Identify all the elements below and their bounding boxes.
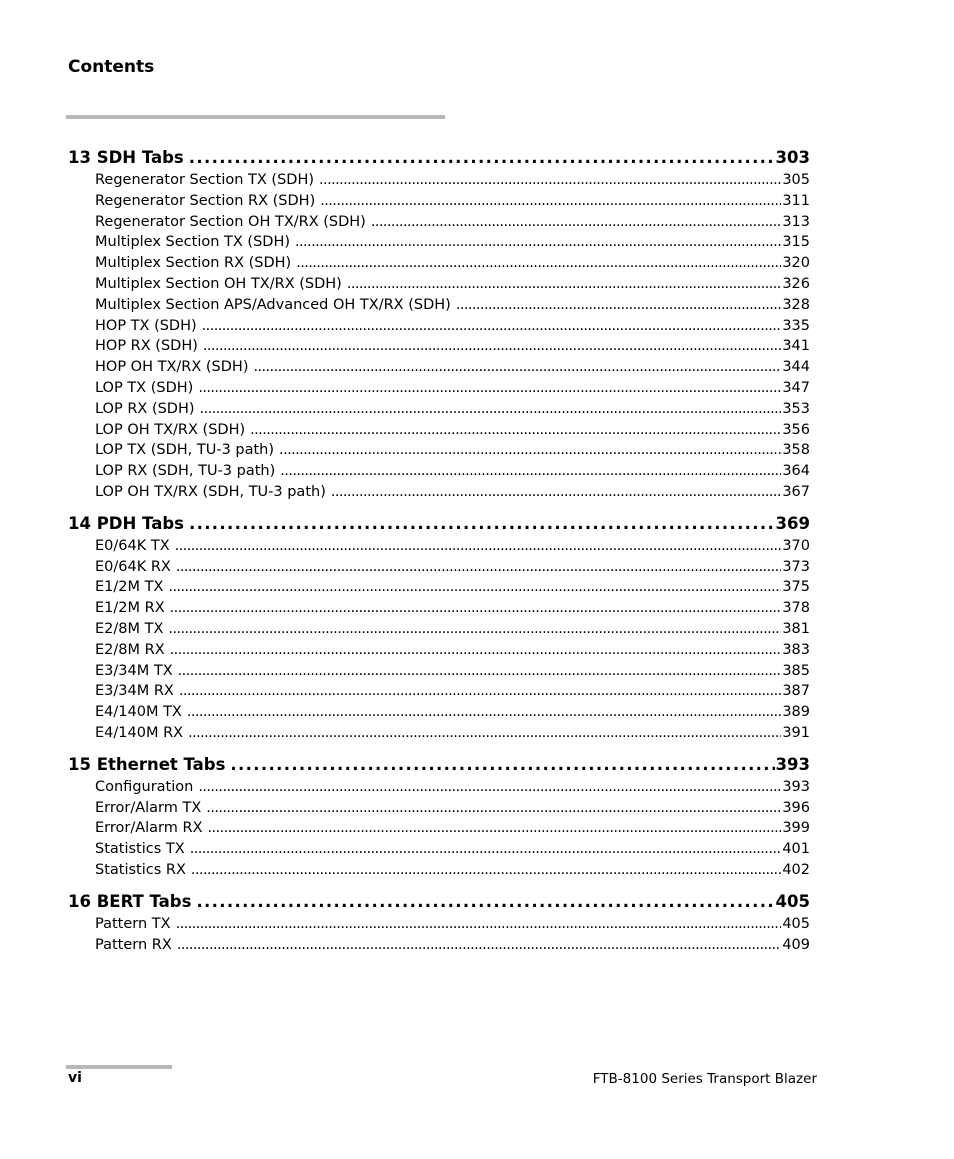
header-divider <box>66 115 445 119</box>
dot-leader <box>331 482 781 503</box>
toc-section-entry-page-number: 401 <box>782 841 810 858</box>
dot-leader <box>347 274 781 295</box>
toc-section-entry[interactable] <box>68 914 810 935</box>
toc-section-entry-label: E1/2M TX <box>95 579 164 596</box>
toc-section-entry-page-number: 393 <box>782 778 810 795</box>
toc-section-entry-page-number: 381 <box>782 620 810 637</box>
toc-section-entry-label: LOP RX (SDH) <box>95 400 195 417</box>
toc-section-entry-label: Pattern TX <box>95 915 171 932</box>
toc-section-entry-page-number: 313 <box>782 213 810 230</box>
dot-leader <box>188 723 781 744</box>
dot-leader <box>179 681 781 702</box>
toc-section-entry-page-number: 353 <box>782 400 810 417</box>
toc-section-entry[interactable] <box>68 170 810 191</box>
toc-section-entry[interactable] <box>68 681 810 702</box>
footer-document-title: FTB-8100 Series Transport Blazer <box>592 1071 817 1087</box>
chapter-title: BERT Tabs <box>96 891 192 911</box>
toc-section-entry-page-number: 344 <box>782 359 810 376</box>
toc-section-entry-page-number: 391 <box>782 724 810 741</box>
toc-section-entry-page-number: 373 <box>782 558 810 575</box>
toc-section-entry-label: E3/34M TX <box>95 662 173 679</box>
toc-section-entry[interactable] <box>68 378 810 399</box>
toc-section-entry-page-number: 341 <box>782 338 810 355</box>
toc-section-entry-page-number: 383 <box>782 641 810 658</box>
dot-leader <box>456 295 782 316</box>
toc-section-entry-label: Multiplex Section APS/Advanced OH TX/RX (SDH) <box>95 296 451 313</box>
toc-chapter <box>68 890 810 956</box>
toc-section-entry-label: HOP TX (SDH) <box>95 317 197 334</box>
toc-section-entry-page-number: 305 <box>782 172 810 188</box>
toc-section-entry-label: HOP RX (SDH) <box>95 338 198 355</box>
page-title: Contents <box>68 57 155 77</box>
toc-section-entry-label: E4/140M TX <box>95 704 182 721</box>
chapter-number: 15 <box>68 754 91 774</box>
toc-section-entry-page-number: 320 <box>782 255 810 272</box>
toc-section-entry-label: LOP RX (SDH, TU-3 path) <box>95 463 276 480</box>
toc-section-entry[interactable] <box>68 316 810 337</box>
toc-section-entry-page-number: 347 <box>782 379 810 396</box>
toc-section-entry-page-number: 389 <box>782 704 810 721</box>
dot-leader <box>177 935 782 956</box>
dot-leader <box>168 619 781 640</box>
toc-section-entry[interactable] <box>68 661 810 682</box>
dot-leader <box>206 798 781 819</box>
footer-page-number: vi <box>68 1070 82 1086</box>
toc-section-entry[interactable] <box>68 253 810 274</box>
dot-leader <box>191 860 781 881</box>
dot-leader <box>190 839 782 860</box>
dot-leader <box>319 170 781 191</box>
toc-section-entry-page-number: 385 <box>782 662 810 679</box>
dot-leader <box>230 753 774 777</box>
toc-chapter-entry[interactable] <box>68 753 810 777</box>
toc-section-entry-label: Statistics TX <box>95 841 185 858</box>
toc-section-entry[interactable] <box>68 557 810 578</box>
toc-section-entry-label: Error/Alarm RX <box>95 820 203 837</box>
toc-section-entry-label: Multiplex Section TX (SDH) <box>95 234 290 251</box>
toc-section-entry[interactable] <box>68 777 810 798</box>
toc-chapter-entry-label <box>68 890 191 914</box>
toc-section-entry-label: LOP OH TX/RX (SDH) <box>95 421 246 438</box>
chapter-title: PDH Tabs <box>96 513 184 533</box>
dot-leader <box>198 777 781 798</box>
toc-section-entry-label: LOP TX (SDH, TU-3 path) <box>95 442 275 459</box>
toc-section-entry[interactable] <box>68 640 810 661</box>
dot-leader <box>208 818 782 839</box>
toc-section-entry-label: E0/64K TX <box>95 537 170 554</box>
toc-section-entry-page-number: 356 <box>782 421 810 438</box>
toc-section-entry-page-number: 409 <box>782 936 810 953</box>
toc-chapter-entry[interactable] <box>68 512 810 536</box>
toc-section-entry-page-number: 328 <box>782 296 810 313</box>
toc-section-entry[interactable] <box>68 295 810 316</box>
dot-leader <box>187 702 781 723</box>
toc-section-entry[interactable] <box>68 702 810 723</box>
toc-section-entry-label: E1/2M RX <box>95 600 165 617</box>
dot-leader <box>196 890 774 914</box>
toc-section-entry[interactable] <box>68 461 810 482</box>
toc-section-entry-page-number: 399 <box>782 820 810 837</box>
toc-section-entry-page-number: 402 <box>782 861 810 878</box>
toc-section-entry[interactable] <box>68 440 810 461</box>
dot-leader <box>170 640 782 661</box>
toc-section-entry-page-number: 315 <box>782 234 810 251</box>
dot-leader <box>320 191 781 212</box>
toc-section-entry[interactable] <box>68 336 810 357</box>
toc-chapter-entry[interactable] <box>68 146 810 170</box>
toc-section-entry[interactable] <box>68 232 810 253</box>
toc-section-entry-page-number: 370 <box>782 537 810 554</box>
toc-section-entry[interactable] <box>68 191 810 212</box>
toc-section-entry-page-number: 364 <box>782 463 810 480</box>
toc-section-entry-page-number: 375 <box>782 579 810 596</box>
dot-leader <box>176 557 781 578</box>
toc-section-entry[interactable] <box>68 619 810 640</box>
toc-chapter-entry-page-number: 393 <box>775 754 810 774</box>
toc-section-entry-label: Regenerator Section OH TX/RX (SDH) <box>95 213 366 230</box>
toc-section-entry-label: Regenerator Section TX (SDH) <box>95 172 315 188</box>
toc-chapter <box>68 146 810 503</box>
chapter-number: 16 <box>68 891 91 911</box>
toc-section-entry[interactable] <box>68 935 810 956</box>
toc-chapter <box>68 512 810 744</box>
toc-section-entry-label: E2/8M TX <box>95 620 164 637</box>
toc-section-entry[interactable] <box>68 598 810 619</box>
toc-section-entry[interactable] <box>68 536 810 557</box>
toc-section-entry-label: E3/34M RX <box>95 683 174 700</box>
dot-leader <box>189 512 775 536</box>
chapter-title: Ethernet Tabs <box>96 754 226 774</box>
toc-section-entry-page-number: 396 <box>782 799 810 816</box>
toc-section-entry[interactable] <box>68 860 810 881</box>
dot-leader <box>200 399 782 420</box>
toc-section-entry[interactable] <box>68 357 810 378</box>
dot-leader <box>176 914 782 935</box>
toc-section-entry-page-number: 335 <box>782 317 810 334</box>
toc-section-entry-label: Regenerator Section RX (SDH) <box>95 192 316 209</box>
chapter-number: 14 <box>68 513 91 533</box>
toc-section-entry[interactable] <box>68 482 810 503</box>
toc-section-entry-label: LOP TX (SDH) <box>95 379 194 396</box>
dot-leader <box>253 357 781 378</box>
dot-leader <box>168 577 781 598</box>
toc-section-entry-label: Error/Alarm TX <box>95 799 202 816</box>
dot-leader <box>178 661 782 682</box>
toc-section-entry-page-number: 367 <box>782 483 810 500</box>
toc-section-entry[interactable] <box>68 818 810 839</box>
toc-chapter-entry-page-number: 303 <box>775 148 810 167</box>
dot-leader <box>296 253 781 274</box>
chapter-number: 13 <box>68 148 91 167</box>
toc-chapter-entry-page-number: 369 <box>775 513 810 533</box>
toc-section-entry-label: E0/64K RX <box>95 558 171 575</box>
toc-section-entry[interactable] <box>68 212 810 233</box>
footer-divider <box>66 1065 172 1069</box>
toc-chapter-entry-label <box>68 753 225 777</box>
toc-section-entry[interactable] <box>68 420 810 441</box>
toc-section-entry[interactable] <box>68 723 810 744</box>
toc-section-entry-label: Pattern RX <box>95 936 172 953</box>
dot-leader <box>170 598 782 619</box>
toc-section-entry-page-number: 311 <box>782 192 810 209</box>
toc-section-entry-label: Multiplex Section OH TX/RX (SDH) <box>95 275 342 292</box>
toc-section-entry[interactable] <box>68 399 810 420</box>
toc-section-entry-label: Statistics RX <box>95 861 186 878</box>
toc-section-entry-label: Configuration <box>95 778 194 795</box>
toc-section-entry-page-number: 405 <box>782 915 810 932</box>
toc-chapter-entry-label <box>68 512 184 536</box>
dot-leader <box>175 536 782 557</box>
toc-section-entry-label: E2/8M RX <box>95 641 165 658</box>
dot-leader <box>189 146 775 170</box>
toc-section-entry[interactable] <box>68 577 810 598</box>
toc-section-entry-page-number: 387 <box>782 683 810 700</box>
dot-leader <box>198 378 781 399</box>
dot-leader <box>280 461 781 482</box>
dot-leader <box>202 316 782 337</box>
dot-leader <box>371 212 781 233</box>
toc-chapter-entry-label <box>68 146 184 170</box>
dot-leader <box>250 420 781 441</box>
toc-section-entry-page-number: 358 <box>782 442 810 459</box>
toc-section-entry[interactable] <box>68 274 810 295</box>
dot-leader <box>203 336 781 357</box>
table-of-contents <box>68 146 810 964</box>
toc-section-entry-label: LOP OH TX/RX (SDH, TU-3 path) <box>95 483 326 500</box>
toc-section-entry-label: Multiplex Section RX (SDH) <box>95 255 292 272</box>
toc-section-entry-page-number: 326 <box>782 275 810 292</box>
toc-chapter <box>68 753 810 881</box>
toc-section-entry-label: E4/140M RX <box>95 724 184 741</box>
dot-leader <box>295 232 781 253</box>
toc-chapter-entry-page-number: 405 <box>775 891 810 911</box>
toc-chapter-entry[interactable] <box>68 890 810 914</box>
toc-section-entry[interactable] <box>68 798 810 819</box>
toc-section-entry-label: HOP OH TX/RX (SDH) <box>95 359 249 376</box>
toc-section-entry-page-number: 378 <box>782 600 810 617</box>
toc-section-entry[interactable] <box>68 839 810 860</box>
dot-leader <box>279 440 781 461</box>
chapter-title: SDH Tabs <box>96 148 184 167</box>
